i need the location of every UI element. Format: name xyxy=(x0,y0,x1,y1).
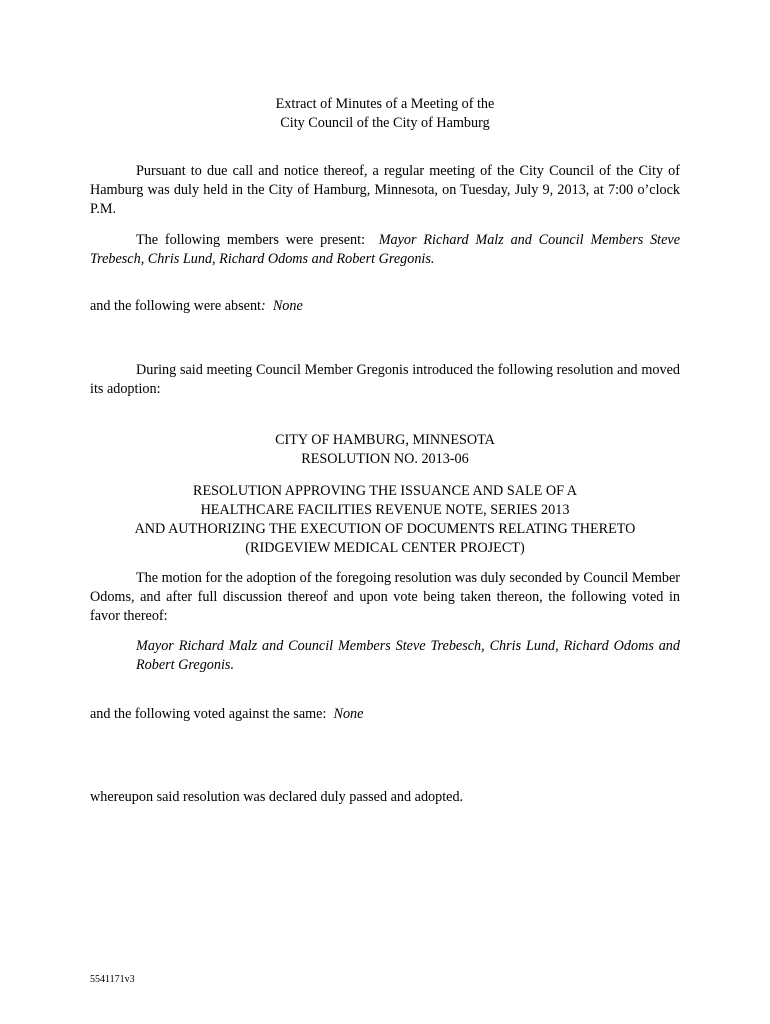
present-lead: The following members were present: xyxy=(136,232,366,248)
against-paragraph xyxy=(90,705,680,724)
in-favor-paragraph: Mayor Richard Malz and Council Members Steve Trebesch, Chris Lund, Richard Odoms and Robert Gregonis. xyxy=(136,638,680,673)
resolution-number: RESOLUTION NO. 2013-06 xyxy=(301,451,469,467)
present-names: Mayor Richard Malz and Council Members Steve Trebesch, Chris Lund, Richard Odoms and Robert Gregonis. xyxy=(90,232,680,267)
absent-lead: and the following were absent xyxy=(90,298,261,314)
resolution-title-line-2: HEALTHCARE FACILITIES REVENUE NOTE, SERIES 2013 xyxy=(200,502,570,518)
resolution-title-line-3: AND AUTHORIZING THE EXECUTION OF DOCUMENTS RELATING THERETO xyxy=(134,521,636,537)
absent-paragraph xyxy=(90,297,680,316)
passed-paragraph: whereupon said resolution was declared duly passed and adopted. xyxy=(90,789,464,805)
resolution-city: CITY OF HAMBURG, MINNESOTA xyxy=(275,432,495,448)
intro-paragraph: Pursuant to due call and notice thereof, a regular meeting of the City Council of the City of Hamburg was duly held in the City of Hamburg, Minnesota, on Tuesday, July 9, 2013, at 7:00 o’clock P.M. xyxy=(90,163,680,217)
against-lead: and the following voted against the same: xyxy=(90,706,327,722)
resolution-title xyxy=(90,482,680,558)
introduced-paragraph: During said meeting Council Member Gregonis introduced the following resolution and moved its adoption: xyxy=(90,362,680,397)
motion-paragraph: The motion for the adoption of the foregoing resolution was duly seconded by Council Member Odoms, and after full discussion thereof and upon vote being taken thereon, the following voted in favor thereof: xyxy=(90,570,680,624)
document-id-footer: 5541171v3 xyxy=(90,974,135,985)
heading-line-1: Extract of Minutes of a Meeting of the xyxy=(275,96,495,112)
resolution-title-line-1: RESOLUTION APPROVING THE ISSUANCE AND SALE OF A xyxy=(192,483,578,499)
heading-line-2: City Council of the City of Hamburg xyxy=(280,115,490,131)
resolution-title-line-4: (RIDGEVIEW MEDICAL CENTER PROJECT) xyxy=(245,540,525,556)
against-names: None xyxy=(333,706,364,722)
present-paragraph xyxy=(90,231,680,269)
absent-colon: : xyxy=(260,298,266,314)
minutes-heading xyxy=(90,95,680,133)
resolution-header xyxy=(90,431,680,469)
absent-names: None xyxy=(272,298,303,314)
